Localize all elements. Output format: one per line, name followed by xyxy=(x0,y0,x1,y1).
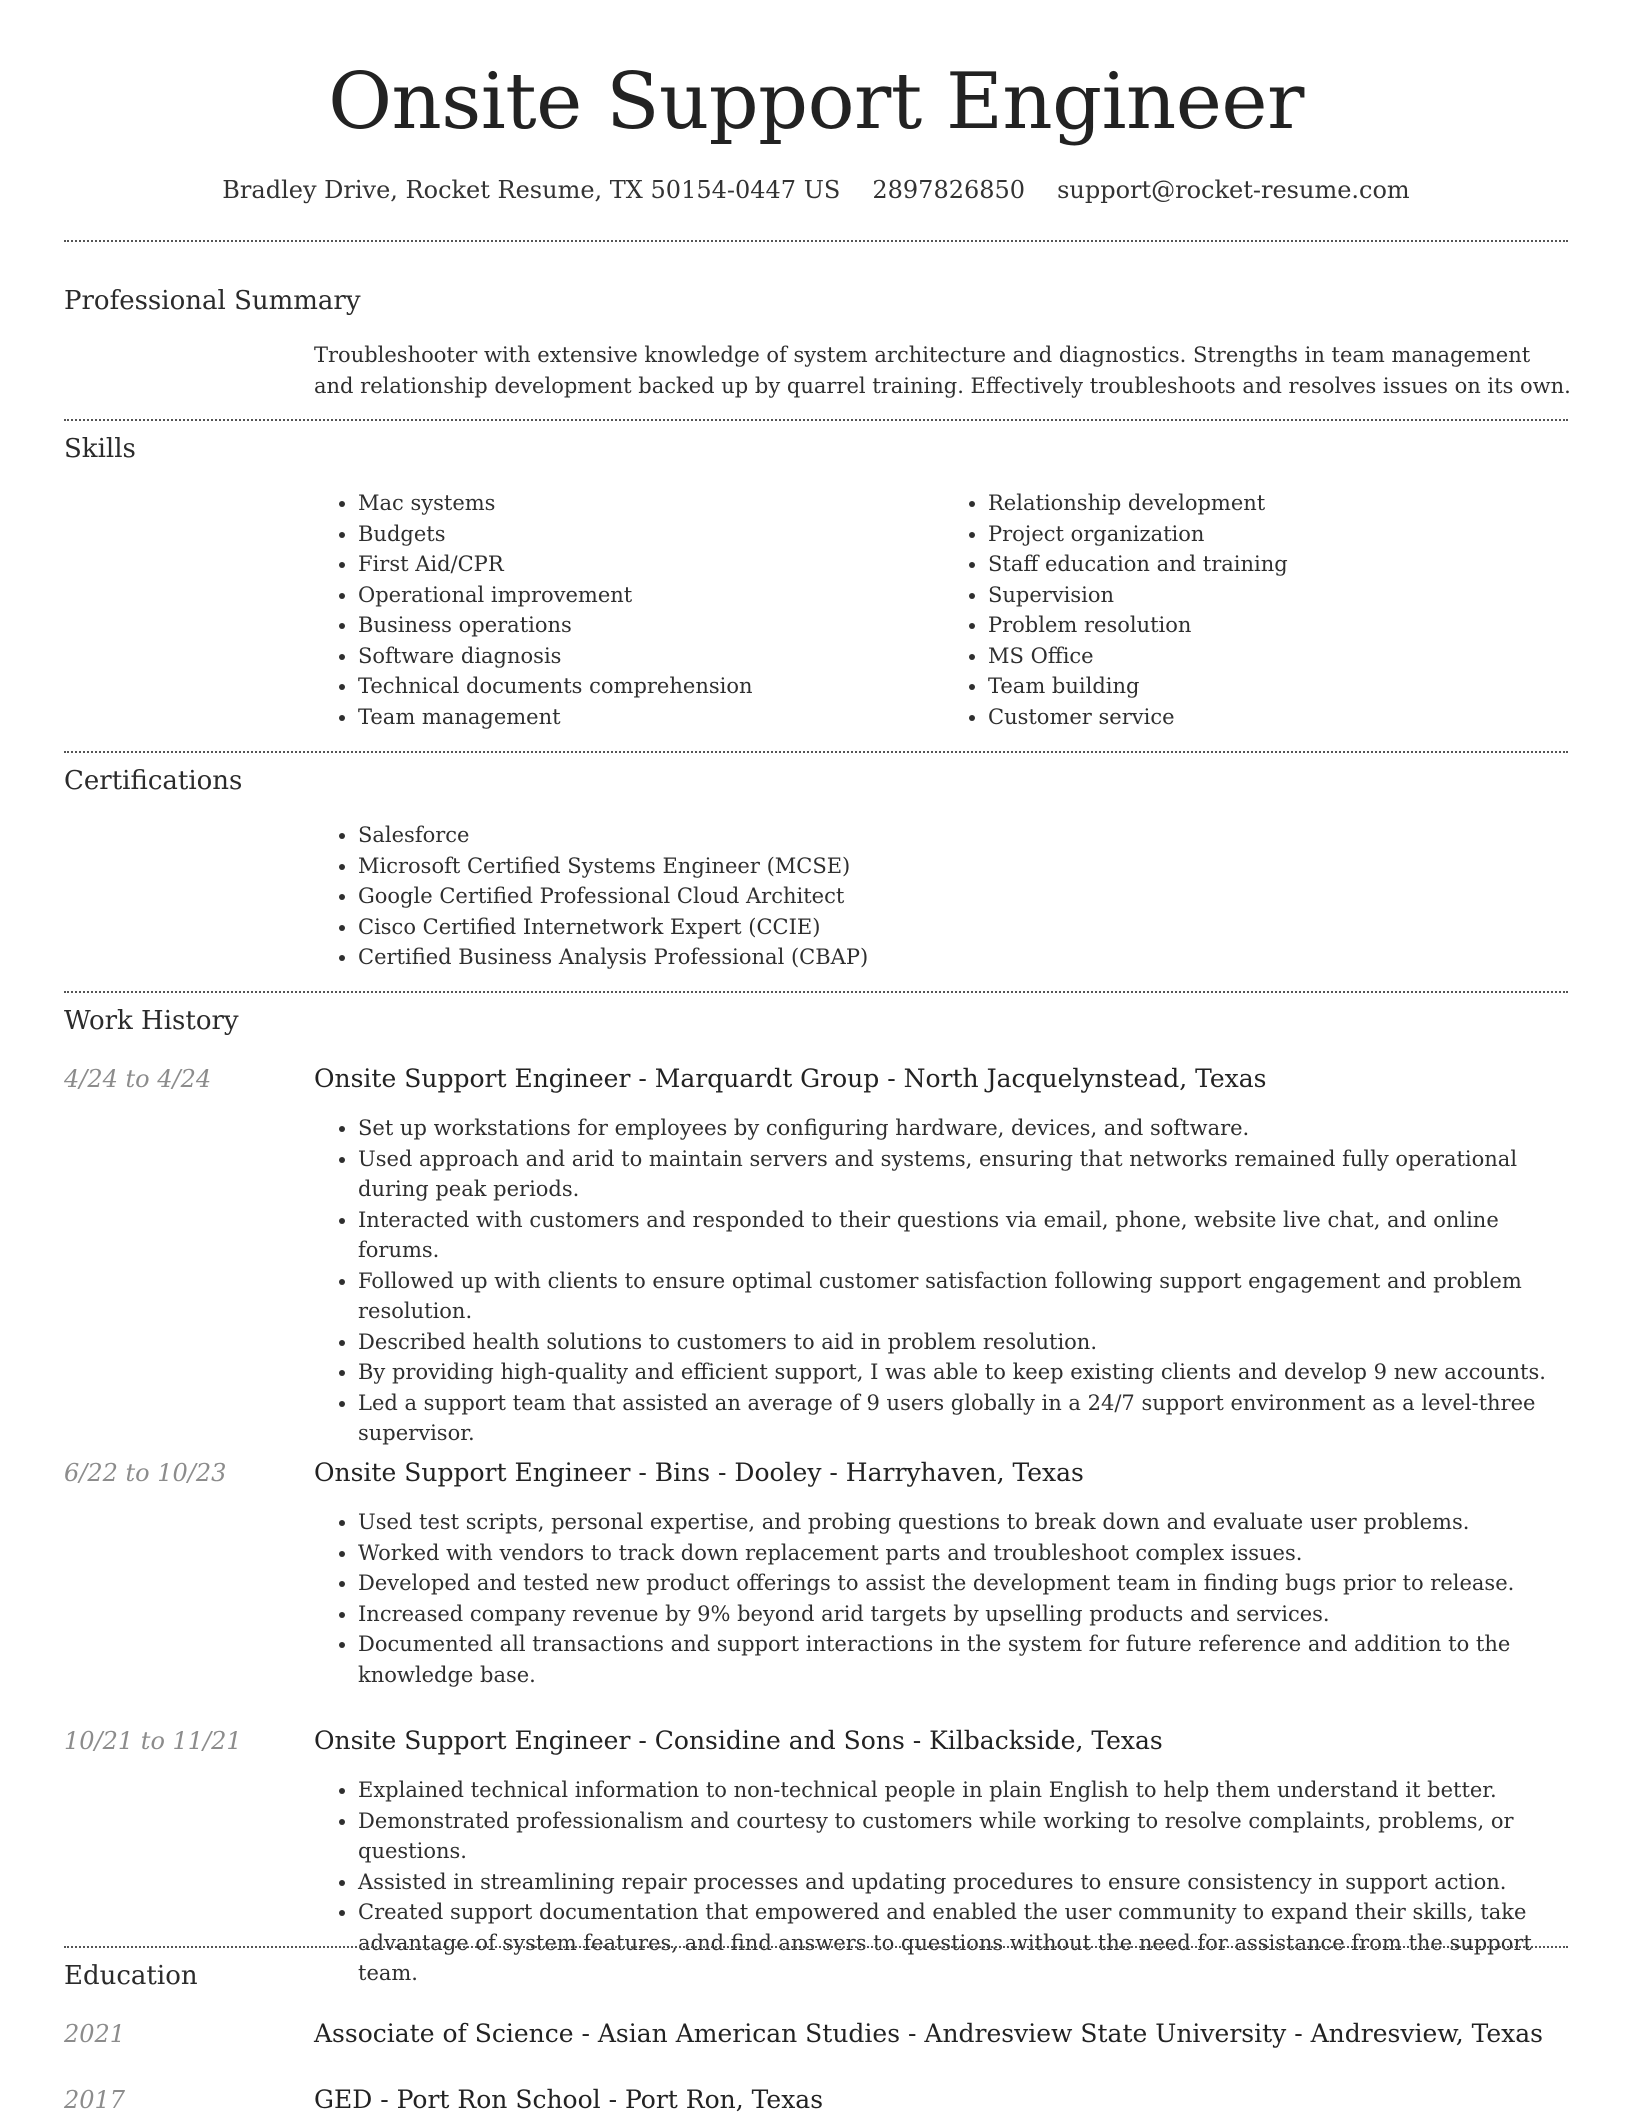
skill-item: • Project organization xyxy=(988,519,1574,550)
job-title: Onsite Support Engineer - Bins - Dooley - Harryhaven, Texas xyxy=(314,1458,1084,1487)
skill-item: • Problem resolution xyxy=(988,610,1574,641)
job-bullet: • Interacted with customers and responded to their questions via email, phone, website live chat, and online forums. xyxy=(358,1205,1574,1266)
section-divider xyxy=(64,991,1568,993)
section-divider xyxy=(64,751,1568,753)
job-bullet: • By providing high-quality and efficient support, I was able to keep existing clients and develop 9 new accounts. xyxy=(358,1357,1574,1388)
section-divider xyxy=(64,240,1568,242)
skill-item: • Customer service xyxy=(988,702,1574,733)
skill-item: • Operational improvement xyxy=(358,580,944,611)
skill-item: • Staff education and training xyxy=(988,549,1574,580)
job-bullet: • Followed up with clients to ensure optimal customer satisfaction following support engagement and problem resolution. xyxy=(358,1266,1574,1327)
skill-item: • Relationship development xyxy=(988,488,1574,519)
skill-item: • Supervision xyxy=(988,580,1574,611)
skill-item: • MS Office xyxy=(988,641,1574,672)
section-divider xyxy=(64,1946,1568,1948)
skills-list-left xyxy=(314,488,944,732)
job-bullet: • Used test scripts, personal expertise, and probing questions to break down and evaluate user problems. xyxy=(358,1507,1574,1538)
job-bullet: • Used approach and arid to maintain servers and systems, ensuring that networks remained fully operational during peak periods. xyxy=(358,1144,1574,1205)
skill-item: • Budgets xyxy=(358,519,944,550)
skill-item: • First Aid/CPR xyxy=(358,549,944,580)
skills-content xyxy=(314,488,1574,732)
education-degree: Associate of Science - Asian American Studies - Andresview State University - Andresview, Texas xyxy=(314,2019,1543,2048)
skills-title: Skills xyxy=(64,434,136,464)
education-year: 2017 xyxy=(64,2086,126,2114)
certifications-title: Certifications xyxy=(64,766,243,796)
job-bullet: • Described health solutions to customers to aid in problem resolution. xyxy=(358,1327,1574,1358)
education-title: Education xyxy=(64,1961,198,1991)
certifications-content xyxy=(314,820,1574,973)
certifications-list xyxy=(314,820,1574,973)
resume-header xyxy=(0,0,1632,206)
certification-item: • Certified Business Analysis Professional (CBAP) xyxy=(358,942,1574,973)
job-bullet: • Created support documentation that empowered and enabled the user community to expand their skills, take advantage of system features, and find answers to questions without the need for assistance from the support team. xyxy=(358,1897,1574,1989)
skill-item: • Team management xyxy=(358,702,944,733)
job-bullet: • Developed and tested new product offerings to assist the development team in finding bugs prior to release. xyxy=(358,1568,1574,1599)
job-title: Onsite Support Engineer - Marquardt Group - North Jacquelynstead, Texas xyxy=(314,1064,1267,1093)
certification-item: • Salesforce xyxy=(358,820,1574,851)
skill-item: • Software diagnosis xyxy=(358,641,944,672)
education-year: 2021 xyxy=(64,2020,126,2048)
job-title: Onsite Support Engineer - Considine and Sons - Kilbackside, Texas xyxy=(314,1726,1163,1755)
candidate-name: Onsite Support Engineer xyxy=(328,57,1304,147)
job-dates: 10/21 to 11/21 xyxy=(64,1727,242,1755)
job-details xyxy=(314,1775,1574,1989)
skills-list-right xyxy=(944,488,1574,732)
skill-item: • Business operations xyxy=(358,610,944,641)
job-bullets xyxy=(314,1507,1574,1690)
contact-phone: 2897826850 xyxy=(872,176,1026,204)
job-bullet: • Increased company revenue by 9% beyond arid targets by upselling products and services. xyxy=(358,1599,1574,1630)
job-details xyxy=(314,1507,1574,1690)
summary-text: Troubleshooter with extensive knowledge of system architecture and diagnostics. Strengths in team management and relationship development backed up by quarrel training. Effectively troubleshoots and resolves issues on its own. xyxy=(314,343,1571,398)
skill-item: • Team building xyxy=(988,671,1574,702)
job-bullet: • Led a support team that assisted an average of 9 users globally in a 24/7 support environment as a level-three supervisor. xyxy=(358,1388,1574,1449)
job-bullet: • Assisted in streamlining repair processes and updating procedures to ensure consistency in support action. xyxy=(358,1867,1574,1898)
summary-content xyxy=(314,340,1574,401)
job-details xyxy=(314,1113,1574,1449)
certification-item: • Cisco Certified Internetwork Expert (CCIE) xyxy=(358,912,1574,943)
job-bullet: • Demonstrated professionalism and courtesy to customers while working to resolve complaints, problems, or questions. xyxy=(358,1806,1574,1867)
contact-address: Bradley Drive, Rocket Resume, TX 50154-0447 US xyxy=(222,176,841,204)
skill-item: • Technical documents comprehension xyxy=(358,671,944,702)
job-dates: 6/22 to 10/23 xyxy=(64,1459,227,1487)
summary-title: Professional Summary xyxy=(64,286,361,316)
job-bullet: • Explained technical information to non-technical people in plain English to help them understand it better. xyxy=(358,1775,1574,1806)
skill-item: • Mac systems xyxy=(358,488,944,519)
job-bullet: • Worked with vendors to track down replacement parts and troubleshoot complex issues. xyxy=(358,1538,1574,1569)
education-degree: GED - Port Ron School - Port Ron, Texas xyxy=(314,2085,824,2114)
job-bullets xyxy=(314,1775,1574,1989)
job-bullets xyxy=(314,1113,1574,1449)
job-bullet: • Set up workstations for employees by configuring hardware, devices, and software. xyxy=(358,1113,1574,1144)
certification-item: • Google Certified Professional Cloud Architect xyxy=(358,881,1574,912)
certification-item: • Microsoft Certified Systems Engineer (MCSE) xyxy=(358,851,1574,882)
work-history-title: Work History xyxy=(64,1006,239,1036)
job-bullet: • Documented all transactions and support interactions in the system for future reference and addition to the knowledge base. xyxy=(358,1629,1574,1690)
contact-line xyxy=(0,174,1632,206)
section-divider xyxy=(64,419,1568,421)
job-dates: 4/24 to 4/24 xyxy=(64,1065,212,1093)
contact-email: support@rocket-resume.com xyxy=(1057,176,1410,204)
